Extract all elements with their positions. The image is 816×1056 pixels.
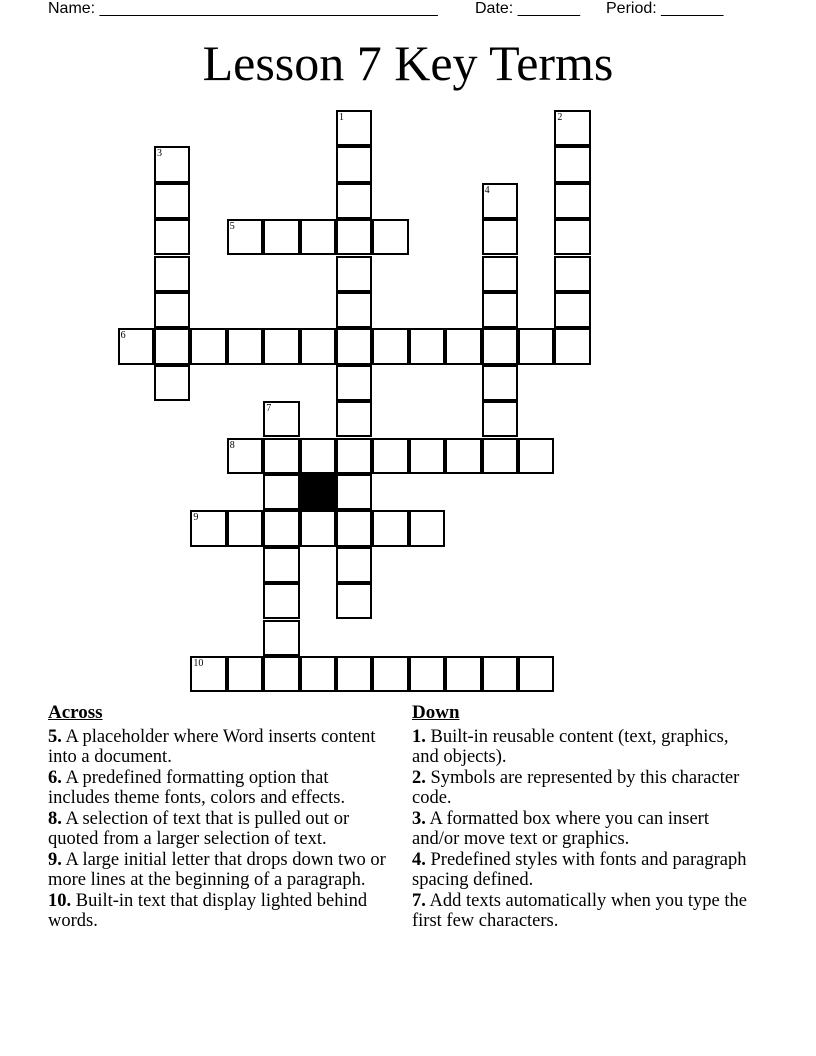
crossword-cell[interactable] — [263, 438, 299, 474]
clue-number: 7 — [266, 403, 272, 415]
crossword-cell[interactable] — [263, 474, 299, 510]
crossword-cell[interactable] — [154, 365, 190, 401]
crossword-cell[interactable] — [300, 328, 336, 364]
clue-number: 8 — [229, 439, 235, 451]
crossword-cell[interactable] — [409, 656, 445, 692]
clue-down-1: 1. Built-in reusable content (text, graphics, and objects). — [412, 727, 729, 767]
crossword-cell[interactable] — [154, 292, 190, 328]
crossword-cell[interactable] — [154, 183, 190, 219]
crossword-cell[interactable] — [372, 510, 408, 546]
crossword-cell[interactable] — [482, 219, 518, 255]
crossword-cell[interactable] — [445, 328, 481, 364]
crossword-cell[interactable] — [554, 183, 590, 219]
down-heading: Down — [412, 702, 460, 723]
clue-down-2: 2. Symbols are represented by this character code. — [412, 768, 740, 808]
crossword-cell[interactable] — [227, 656, 263, 692]
down-clues — [412, 703, 752, 932]
crossword-cell[interactable] — [263, 547, 299, 583]
crossword-cell[interactable] — [190, 510, 226, 546]
crossword-cell[interactable] — [154, 328, 190, 364]
crossword-cell[interactable] — [263, 620, 299, 656]
crossword-cell[interactable] — [300, 656, 336, 692]
crossword-cell[interactable] — [482, 438, 518, 474]
crossword-cell[interactable] — [518, 438, 554, 474]
across-heading: Across — [48, 702, 103, 723]
clue-across-6: 6. A predefined formatting option that includes theme fonts, colors and effects. — [48, 768, 346, 808]
crossword-cell[interactable] — [482, 328, 518, 364]
crossword-cell[interactable] — [372, 656, 408, 692]
crossword-cell[interactable] — [372, 219, 408, 255]
crossword-cell[interactable] — [482, 656, 518, 692]
clue-down-7: 7. Add texts automatically when you type the first few characters. — [412, 891, 747, 931]
clue-number: 9 — [193, 512, 199, 524]
crossword-cell[interactable] — [263, 583, 299, 619]
clue-number: 6 — [120, 330, 126, 342]
crossword-cell[interactable] — [336, 510, 372, 546]
crossword-cell[interactable] — [300, 219, 336, 255]
crossword-cell[interactable] — [336, 401, 372, 437]
clue-number: 5 — [229, 221, 235, 233]
clue-down-3: 3. A formatted box where you can insert and/or move text or graphics. — [412, 809, 709, 849]
crossword-cell[interactable] — [336, 110, 372, 146]
page-title: Lesson 7 Key Terms — [202, 35, 614, 91]
crossword-cell[interactable] — [554, 292, 590, 328]
clue-down-4: 4. Predefined styles with fonts and paragraph spacing defined. — [412, 850, 747, 890]
crossword-cell[interactable] — [227, 510, 263, 546]
crossword-cell[interactable] — [190, 328, 226, 364]
crossword-cell[interactable] — [554, 219, 590, 255]
crossword-cell[interactable] — [336, 219, 372, 255]
across-clues — [48, 703, 393, 932]
crossword-cell[interactable] — [300, 510, 336, 546]
crossword-cell[interactable] — [445, 438, 481, 474]
crossword-cell[interactable] — [482, 183, 518, 219]
crossword-cell[interactable] — [118, 328, 154, 364]
crossword-cell[interactable] — [554, 146, 590, 182]
clue-number: 1 — [339, 112, 344, 123]
crossword-cell[interactable] — [336, 365, 372, 401]
crossword-cell[interactable] — [263, 510, 299, 546]
blocked-cell — [300, 474, 336, 510]
crossword-cell[interactable] — [154, 146, 190, 182]
crossword-cell[interactable] — [154, 256, 190, 292]
crossword-cell[interactable] — [336, 583, 372, 619]
crossword-cell[interactable] — [336, 547, 372, 583]
crossword-cell[interactable] — [554, 110, 590, 146]
crossword-cell[interactable] — [336, 183, 372, 219]
crossword-cell[interactable] — [227, 328, 263, 364]
crossword-cell[interactable] — [263, 219, 299, 255]
clue-across-10: 10. Built-in text that display lighted behind words. — [48, 891, 368, 931]
crossword-cell[interactable] — [554, 328, 590, 364]
crossword-cell[interactable] — [336, 328, 372, 364]
crossword-cell[interactable] — [336, 256, 372, 292]
crossword-cell[interactable] — [263, 401, 299, 437]
crossword-cell[interactable] — [409, 510, 445, 546]
crossword-cell[interactable] — [336, 656, 372, 692]
crossword-cell[interactable] — [409, 438, 445, 474]
period-field-label: Period: _______ — [606, 0, 724, 17]
date-field-label: Date: _______ — [475, 0, 580, 17]
crossword-cell[interactable] — [482, 401, 518, 437]
crossword-cell[interactable] — [372, 328, 408, 364]
crossword-cell[interactable] — [409, 328, 445, 364]
clue-across-5: 5. A placeholder where Word inserts content into a document. — [48, 727, 376, 767]
clue-number: 3 — [157, 148, 162, 160]
crossword-cell[interactable] — [518, 656, 554, 692]
crossword-cell[interactable] — [336, 146, 372, 182]
crossword-cell[interactable] — [154, 219, 190, 255]
crossword-cell[interactable] — [300, 438, 336, 474]
crossword-cell[interactable] — [482, 256, 518, 292]
clue-number: 10 — [193, 658, 204, 669]
clue-across-9: 9. A large initial letter that drops down two or more lines at the beginning of a paragraph. — [48, 850, 386, 890]
crossword-cell[interactable] — [190, 656, 226, 692]
crossword-cell[interactable] — [482, 365, 518, 401]
clue-number: 2 — [557, 112, 563, 123]
name-field-label: Name: ______________________________________ — [48, 0, 438, 17]
clue-number: 4 — [484, 184, 490, 196]
crossword-cell[interactable] — [518, 328, 554, 364]
crossword-cell[interactable] — [482, 292, 518, 328]
crossword-cell[interactable] — [445, 656, 481, 692]
crossword-cell[interactable] — [336, 292, 372, 328]
crossword-cell[interactable] — [263, 656, 299, 692]
crossword-cell[interactable] — [554, 256, 590, 292]
crossword-cell[interactable] — [227, 438, 263, 474]
clue-across-8: 8. A selection of text that is pulled out or quoted from a larger selection of text. — [48, 809, 350, 849]
crossword-cell[interactable] — [336, 438, 372, 474]
crossword-cell[interactable] — [336, 474, 372, 510]
crossword-cell[interactable] — [227, 219, 263, 255]
crossword-cell[interactable] — [372, 438, 408, 474]
crossword-cell[interactable] — [263, 328, 299, 364]
